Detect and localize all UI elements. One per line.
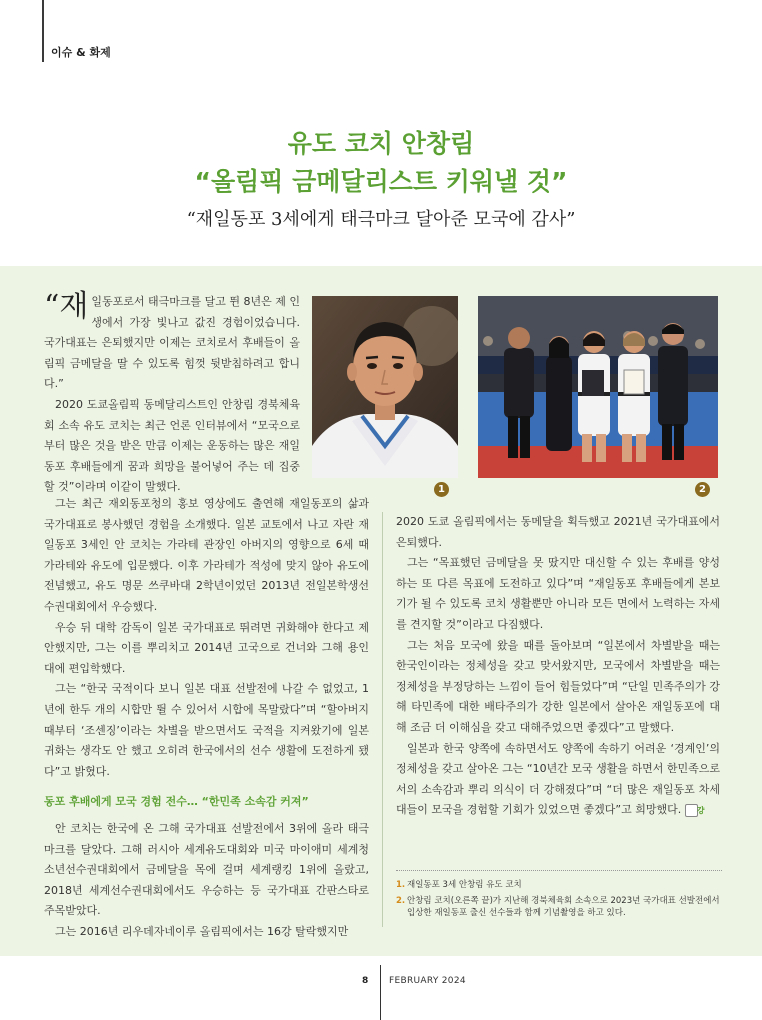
- headline-line-2: “올림픽 금메달리스트 키워낼 것”: [194, 167, 568, 196]
- caption-item: 1. 재일동포 3세 안창림 유도 코치: [396, 880, 522, 890]
- article-paragraph: 우승 뒤 대학 감독이 일본 국가대표로 뛰려면 귀화해야 한다고 제안했지만, 그는 이를 뿌리치고 2014년 고국으로 건너와 그해 용인대에 편입학했다.: [44, 620, 369, 675]
- article-paragraph: 2020 도쿄올림픽 동메달리스트인 안창림 경북체육회 소속 유도 코치는 최근 언론 인터뷰에서 “모국으로부터 많은 것을 받은 만큼 이제는 운동하는 많은 재일동포 후배들에게 꿈과 희망을 불어넣어 주는 데 집중할 것”이라며 이같이 말했다.: [44, 397, 300, 494]
- group-photo: [478, 296, 718, 478]
- article-column-left: [44, 494, 369, 942]
- page-number: 8: [362, 976, 369, 986]
- subheadline: “재일동포 3세에게 태극마크 달아준 모국에 감사”: [186, 209, 576, 230]
- section-subheading: 동포 후배에게 모국 경험 전수… “한민족 소속감 커져”: [44, 795, 309, 809]
- top-rule: [42, 0, 44, 62]
- drop-cap: “재: [44, 289, 89, 324]
- column-divider: [382, 512, 383, 927]
- issue-label: FEBRUARY 2024: [389, 976, 466, 986]
- headline-line-1: 유도 코치 안창림: [287, 129, 475, 158]
- article-paragraph: “재일동포로서 태극마크를 달고 뛴 8년은 제 인생에서 가장 빛나고 값진 경험이었습니다. 국가대표는 은퇴했지만 이제는 코치로서 후배들이 올림픽 금메달을 딸 수 있도록 힘껏 뒷받침하려고 합니다.”: [44, 289, 300, 391]
- article-column-right: [396, 512, 720, 821]
- photo-number-badge: 1: [434, 482, 449, 497]
- article-paragraph: 일본과 한국 양쪽에 속하면서도 양쪽에 속하기 어려운 ‘경계인’의 정체성을 갖고 살아온 그는 “10년간 모국 생활을 하면서 한민족으로서의 소속감과 뿌리 의식이 더 강해졌다”며 “더 많은 재일동포 차세대들이 모국을 경험할 기회가 있었으면 좋겠다”고 희망했다. 걍: [396, 741, 720, 817]
- caption-item: 2. 안창림 코치(오른쪽 끝)가 지난해 경북체육회 소속으로 2023년 국가대표 선발전에서 입상한 재일동포 출신 선수들과 함께 기념촬영을 하고 있다.: [396, 896, 720, 918]
- end-mark-icon: 걍: [685, 804, 698, 817]
- section-label: 이슈 & 화제: [51, 46, 111, 59]
- article-paragraph: 2020 도쿄 올림픽에서는 동메달을 획득했고 2021년 국가대표에서 은퇴했다.: [396, 515, 720, 549]
- photo-number-badge: 2: [695, 482, 710, 497]
- article-paragraph: 그는 처음 모국에 왔을 때를 돌아보며 “일본에서 차별받을 때는 한국인이라는 정체성을 갖고 맞서왔지만, 모국에서 차별받을 때는 정체성을 부정당하는 느낌이 들어 힘들었다”며 “단일 민족주의가 강해 타민족에 대한 배타주의가 강한 일본에서 살아온 재일동포에 대해 조금 더 이해심을 갖고 대해주었으면 좋겠다”고 말했다.: [396, 638, 720, 734]
- article-column-top-left: [44, 289, 300, 498]
- article-paragraph: 안 코치는 한국에 온 그해 국가대표 선발전에서 3위에 올라 태극마크를 달았다. 그해 러시아 세계유도대회와 미국 마이애미 세계청소년선수권대회에서 금메달을 목에 걸며 세계랭킹 1위에 올랐고, 2018년 세계선수권대회에서도 우승하는 등 국가대표 간판스타로 주목받았다.: [44, 821, 369, 918]
- coach-portrait-photo: [312, 296, 458, 478]
- article-paragraph: 그는 “한국 국적이다 보니 일본 대표 선발전에 나갈 수 없었고, 1년에 한두 개의 시합만 뛸 수 있어서 시합에 목말랐다”며 “할아버지 때부터 ‘조센징’이라는 차별을 받으면서도 국적을 지켜왔기에 일본 귀화는 생각도 안 했고 오히려 한국에서의 선수 생활에 도전하게 됐다”고 밝혔다.: [44, 682, 369, 778]
- article-paragraph: 그는 2016년 리우데자네이루 올림픽에서는 16강 탈락했지만: [55, 924, 349, 938]
- photo-captions: [396, 870, 722, 923]
- footer-rule: [380, 965, 381, 1020]
- article-paragraph: 그는 “목표했던 금메달을 못 땄지만 대신할 수 있는 후배를 양성하는 또 다른 목표에 도전하고 있다”며 “재일동포 후배들에게 본보기가 될 수 있도록 코치 생활뿐만 아니라 모든 면에서 노력하는 자세를 견지할 것”이라고 다짐했다.: [396, 556, 720, 631]
- article-paragraph: 그는 최근 재외동포청의 홍보 영상에도 출연해 재일동포의 삶과 국가대표로 봉사했던 경험을 소개했다. 일본 교토에서 나고 자란 재일동포 3세인 안 코치는 가라테 관장인 아버지의 영향으로 6세 때 가라테와 유도에 입문했다. 이후 가라테가 적성에 맞지 않아 유도에 전념했고, 유도 명문 쓰쿠바대 2학년이었던 2013년 전일본학생선수권대회에서 우승했다.: [44, 497, 369, 613]
- portrait-illustration: [312, 296, 458, 478]
- group-illustration: [478, 296, 718, 478]
